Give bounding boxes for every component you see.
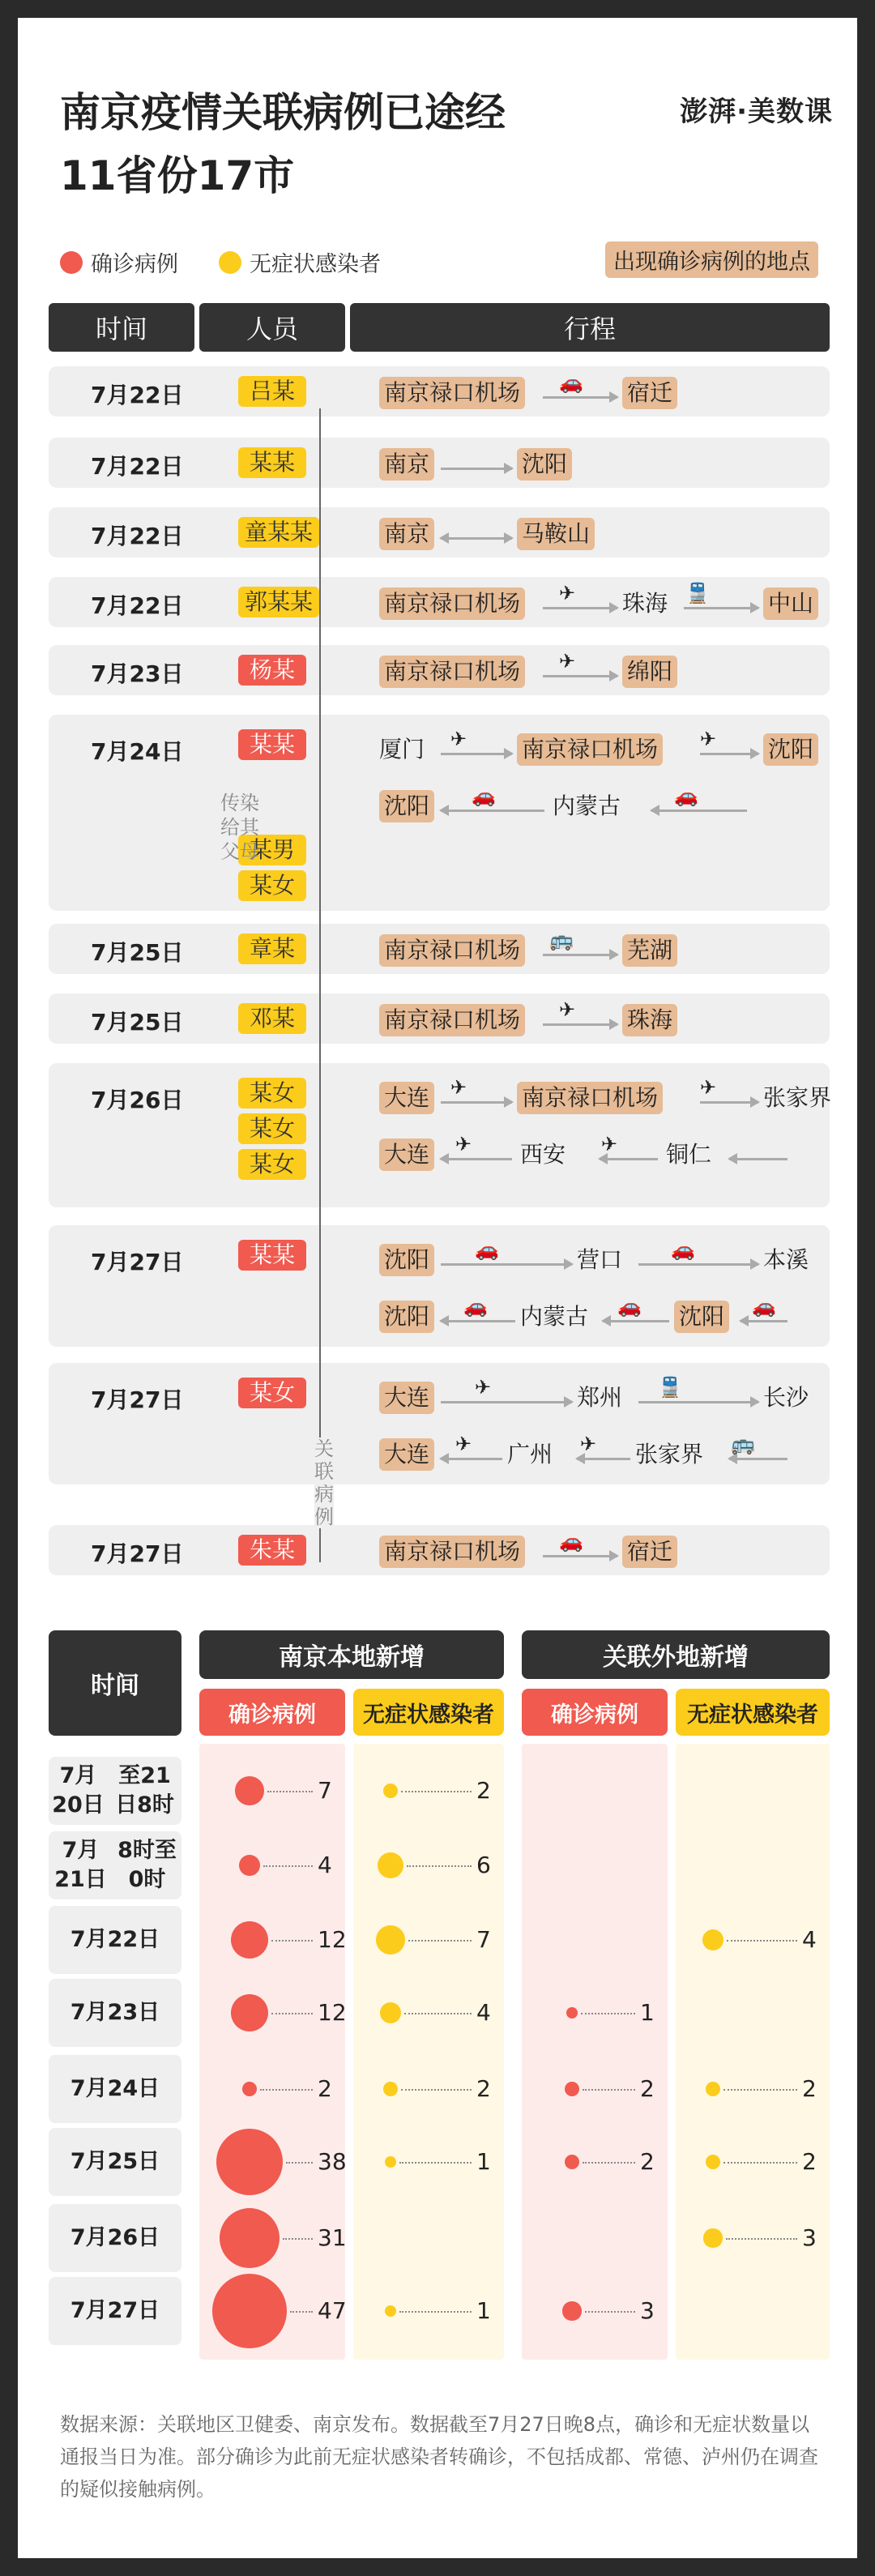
plane-icon: ✈ (455, 1433, 472, 1455)
place-label: 中山 (763, 587, 818, 620)
row-date: 7月27日 (91, 1386, 184, 1413)
route-row (49, 366, 830, 417)
row-date: 7月22日 (91, 523, 184, 549)
bubble-value: 12 (318, 1926, 347, 1953)
table-date-cell: 7月26日 (49, 2204, 181, 2272)
place-label: 大连 (379, 1082, 434, 1114)
table-header-time: 时间 (49, 1630, 181, 1736)
route-arrow (729, 1458, 788, 1460)
route-arrow (441, 1263, 572, 1266)
bubble-value: 2 (640, 2075, 655, 2102)
route-arrow (603, 1320, 669, 1322)
place-label: 南京禄口机场 (517, 1082, 663, 1114)
place-label: 张家界 (763, 1084, 832, 1111)
route-arrow (700, 1101, 758, 1104)
leader-line (263, 1865, 313, 1867)
column-bg (676, 1744, 830, 2360)
column-bg (199, 1744, 345, 2360)
confirmed-bubble (562, 2301, 581, 2320)
plane-icon: ✈ (450, 728, 467, 750)
confirmed-bubble (220, 2208, 280, 2269)
brand-logo: 澎湃·美数课 (680, 96, 833, 128)
row-date: 7月22日 (91, 453, 184, 480)
place-label: 内蒙古 (520, 1303, 589, 1330)
bubble-value: 2 (476, 2075, 491, 2102)
plane-icon: ✈ (455, 1133, 472, 1156)
legend-asymptomatic (219, 246, 381, 278)
person-badge: 吕某 (238, 376, 306, 407)
person-badge: 童某某 (238, 517, 319, 548)
plane-icon: ✈ (559, 650, 576, 673)
train-icon: 🚆 (658, 1376, 682, 1399)
bubble-value: 12 (318, 1999, 347, 2026)
leader-line (581, 2013, 635, 2014)
car-icon: 🚗 (617, 1295, 642, 1318)
place-label: 长沙 (763, 1384, 809, 1411)
bubble-value: 4 (802, 1926, 817, 1953)
person-badge: 某女 (238, 1078, 306, 1109)
legend-place: 出现确诊病例的地点 (605, 241, 818, 278)
place-label: 南京禄口机场 (379, 656, 525, 688)
table-date-cell: 7月23日 (49, 1979, 181, 2047)
route-row (49, 1063, 830, 1207)
leader-line (407, 1865, 472, 1867)
leader-line (723, 2089, 797, 2091)
confirmed-bubble (235, 1776, 264, 1805)
car-icon: 🚗 (475, 1238, 499, 1261)
route-arrow (441, 1158, 512, 1160)
place-label: 南京 (379, 518, 434, 550)
route-arrow (543, 396, 617, 399)
place-label: 大连 (379, 1438, 434, 1471)
person-badge: 某女 (238, 1113, 306, 1144)
row-date: 7月22日 (91, 382, 184, 408)
confirmed-bubble (212, 2274, 287, 2348)
bubble-value: 31 (318, 2224, 347, 2251)
place-label: 南京禄口机场 (517, 733, 663, 766)
person-badge: 杨某 (238, 655, 306, 686)
person-badge: 郭某某 (238, 587, 319, 617)
leader-line (404, 2013, 472, 2014)
route-arrow (684, 607, 758, 609)
route-row (49, 993, 830, 1044)
table-date-cell: 7月21日 8时至0时 (49, 1831, 181, 1899)
place-label: 沈阳 (379, 1301, 434, 1333)
confirmed-bubble (231, 1994, 268, 2031)
place-label: 宿迁 (622, 1536, 677, 1568)
leader-line (583, 2162, 635, 2164)
row-date: 7月24日 (91, 738, 184, 765)
asymptomatic-bubble (703, 2228, 722, 2247)
header-route: 行程 (350, 303, 830, 352)
route-row (49, 924, 830, 974)
car-icon: 🚗 (559, 1530, 583, 1553)
route-arrow (543, 954, 617, 956)
row-date: 7月22日 (91, 592, 184, 619)
subheader-asymptomatic: 无症状感染者 (353, 1689, 504, 1736)
bubble-value: 7 (318, 1777, 332, 1804)
place-label: 大连 (379, 1138, 434, 1171)
place-label: 马鞍山 (517, 518, 595, 550)
header-time: 时间 (49, 303, 194, 352)
route-row (49, 438, 830, 488)
leader-line (399, 2162, 472, 2164)
place-label: 郑州 (577, 1384, 623, 1411)
place-label: 铜仁 (666, 1141, 712, 1168)
place-label: 张家界 (635, 1441, 704, 1467)
page-title (60, 81, 506, 207)
plane-icon: ✈ (559, 582, 576, 604)
subheader-confirmed: 确诊病例 (522, 1689, 668, 1736)
place-label: 本溪 (763, 1246, 809, 1273)
column-bg (522, 1744, 668, 2360)
plane-icon: ✈ (700, 728, 717, 750)
column-bg (353, 1744, 504, 2360)
row-date: 7月26日 (91, 1087, 184, 1113)
bubble-value: 2 (640, 2148, 655, 2175)
person-badge: 某某 (238, 447, 306, 478)
asymptomatic-bubble (385, 2156, 396, 2168)
infographic (18, 18, 857, 2558)
route-arrow (441, 1458, 502, 1460)
route-arrow (577, 1458, 630, 1460)
bubble-value: 47 (318, 2297, 347, 2324)
person-badge: 章某 (238, 933, 306, 964)
place-label: 沈阳 (763, 733, 818, 766)
person-badge: 邓某 (238, 1003, 306, 1034)
link-line (319, 408, 321, 1562)
person-badge: 某男 (238, 835, 306, 865)
red-dot-icon (60, 251, 83, 274)
person-badge: 某女 (238, 1378, 306, 1408)
bubble-value: 1 (476, 2297, 491, 2324)
table-date-cell: 7月25日 (49, 2128, 181, 2196)
plane-icon: ✈ (580, 1433, 597, 1455)
bubble-value: 4 (476, 1999, 491, 2026)
route-arrow (729, 1158, 788, 1160)
route-arrow (441, 810, 544, 812)
route-arrow (741, 1320, 788, 1322)
car-icon: 🚗 (671, 1238, 695, 1261)
subheader-confirmed: 确诊病例 (199, 1689, 345, 1736)
place-label: 厦门 (379, 736, 425, 763)
leader-line (267, 1791, 313, 1792)
confirmed-bubble (216, 2129, 284, 2196)
confirmed-bubble (231, 1921, 268, 1959)
table-date-cell: 7月20日 至21日8时 (49, 1757, 181, 1825)
plane-icon: ✈ (450, 1076, 467, 1099)
leader-line (723, 2162, 797, 2164)
header-person: 人员 (199, 303, 345, 352)
route-arrow (638, 1401, 758, 1403)
legend-confirmed-label: 确诊病例 (91, 252, 178, 277)
plane-icon: ✈ (601, 1133, 618, 1156)
bubble-value: 3 (802, 2224, 817, 2251)
bus-icon: 🚌 (731, 1433, 755, 1455)
place-label: 内蒙古 (553, 792, 621, 819)
yellow-dot-icon (219, 251, 241, 274)
route-row (49, 645, 830, 695)
leader-line (727, 1940, 797, 1942)
route-row (49, 1363, 830, 1485)
table-header-outside: 关联外地新增 (522, 1630, 830, 1679)
leader-line (260, 2089, 313, 2091)
leader-line (726, 2238, 797, 2240)
legend-confirmed (60, 246, 178, 278)
place-label: 沈阳 (517, 448, 572, 481)
route-arrow (543, 1555, 617, 1557)
leader-line (271, 1940, 313, 1942)
confirmed-bubble (566, 2007, 578, 2019)
row-date: 7月23日 (91, 660, 184, 687)
route-row (49, 715, 830, 911)
person-badge: 某某 (238, 729, 306, 760)
plane-icon: ✈ (475, 1376, 492, 1399)
route-arrow (543, 1023, 617, 1026)
car-icon: 🚗 (559, 371, 583, 394)
row-date: 7月25日 (91, 939, 184, 966)
place-label: 绵阳 (622, 656, 677, 688)
leader-line (290, 2311, 313, 2313)
place-label: 南京禄口机场 (379, 377, 525, 409)
bus-icon: 🚌 (549, 929, 574, 951)
person-badge: 朱某 (238, 1535, 306, 1566)
title-line-2: 11省份17市 (60, 152, 295, 199)
table-date-cell: 7月22日 (49, 1906, 181, 1974)
row-date: 7月27日 (91, 1249, 184, 1275)
leader-line (585, 2311, 635, 2313)
transmission-note: 传染给其父母 (220, 792, 259, 863)
leader-line (408, 1940, 472, 1942)
place-label: 芜湖 (622, 934, 677, 967)
plane-icon: ✈ (700, 1076, 717, 1099)
bubble-value: 7 (476, 1926, 491, 1953)
leader-line (401, 2089, 472, 2091)
leader-line (583, 2089, 635, 2091)
route-row (49, 577, 830, 627)
place-label: 营口 (577, 1246, 623, 1273)
bubble-value: 2 (802, 2148, 817, 2175)
route-arrow (441, 753, 512, 755)
bubble-value: 3 (640, 2297, 655, 2324)
place-label: 南京禄口机场 (379, 587, 525, 620)
route-arrow (600, 1158, 658, 1160)
place-label: 南京禄口机场 (379, 1004, 525, 1036)
person-badge: 某女 (238, 870, 306, 901)
place-label: 大连 (379, 1382, 434, 1414)
route-row (49, 1525, 830, 1575)
route-arrow (441, 1101, 512, 1104)
route-arrow (441, 468, 512, 470)
leader-line (283, 2238, 313, 2240)
link-note: 关联病例 (314, 1438, 334, 1528)
bubble-value: 2 (476, 1777, 491, 1804)
train-icon: 🚆 (685, 582, 710, 604)
asymptomatic-bubble (376, 1925, 405, 1954)
car-icon: 🚗 (674, 784, 698, 807)
footnote: 数据来源：关联地区卫健委、南京发布。数据截至7月27日晚8点，确诊和无症状数量以通报当日为准。部分确诊为此前无症状感染者转确诊，不包括成都、常德、泸州仍在调查的疑似接触病例。 (60, 2413, 818, 2501)
bubble-value: 4 (318, 1852, 332, 1878)
person-badge: 某某 (238, 1240, 306, 1271)
place-label: 沈阳 (379, 1244, 434, 1276)
place-label: 广州 (507, 1441, 553, 1467)
route-arrow (700, 753, 758, 755)
place-label: 南京禄口机场 (379, 1536, 525, 1568)
row-date: 7月27日 (91, 1540, 184, 1567)
table-header-nanjing: 南京本地新增 (199, 1630, 504, 1679)
leader-line (286, 2162, 313, 2164)
leader-line (401, 1791, 472, 1792)
bubble-value: 6 (476, 1852, 491, 1878)
asymptomatic-bubble (385, 2305, 396, 2317)
title-line-1: 南京疫情关联病例已途经 (60, 89, 506, 136)
route-arrow (543, 607, 617, 609)
subheader-asymptomatic: 无症状感染者 (676, 1689, 830, 1736)
leader-line (399, 2311, 472, 2313)
bubble-value: 1 (640, 1999, 655, 2026)
plane-icon: ✈ (559, 998, 576, 1021)
route-row (49, 507, 830, 557)
table-date-cell: 7月24日 (49, 2055, 181, 2123)
place-label: 宿迁 (622, 377, 677, 409)
car-icon: 🚗 (472, 784, 496, 807)
route-arrow (638, 1263, 758, 1266)
bubble-value: 2 (318, 2075, 332, 2102)
place-label: 珠海 (622, 1004, 677, 1036)
route-arrow (543, 675, 617, 677)
bubble-value: 2 (802, 2075, 817, 2102)
route-row (49, 1225, 830, 1347)
person-badge: 某女 (238, 1149, 306, 1180)
place-label: 西安 (520, 1141, 566, 1168)
route-arrow (441, 537, 512, 540)
place-label: 沈阳 (674, 1301, 729, 1333)
row-date: 7月25日 (91, 1009, 184, 1036)
bubble-value: 1 (476, 2148, 491, 2175)
car-icon: 🚗 (752, 1295, 776, 1318)
place-label: 南京禄口机场 (379, 934, 525, 967)
place-label: 南京 (379, 448, 434, 481)
bubble-value: 38 (318, 2148, 347, 2175)
route-arrow (651, 810, 747, 812)
route-arrow (441, 1401, 572, 1403)
place-label: 珠海 (622, 590, 668, 617)
car-icon: 🚗 (463, 1295, 488, 1318)
leader-line (271, 2013, 313, 2014)
place-label: 沈阳 (379, 790, 434, 822)
table-date-cell: 7月27日 (49, 2277, 181, 2345)
route-arrow (441, 1320, 515, 1322)
legend-asymptomatic-label: 无症状感染者 (250, 252, 381, 277)
